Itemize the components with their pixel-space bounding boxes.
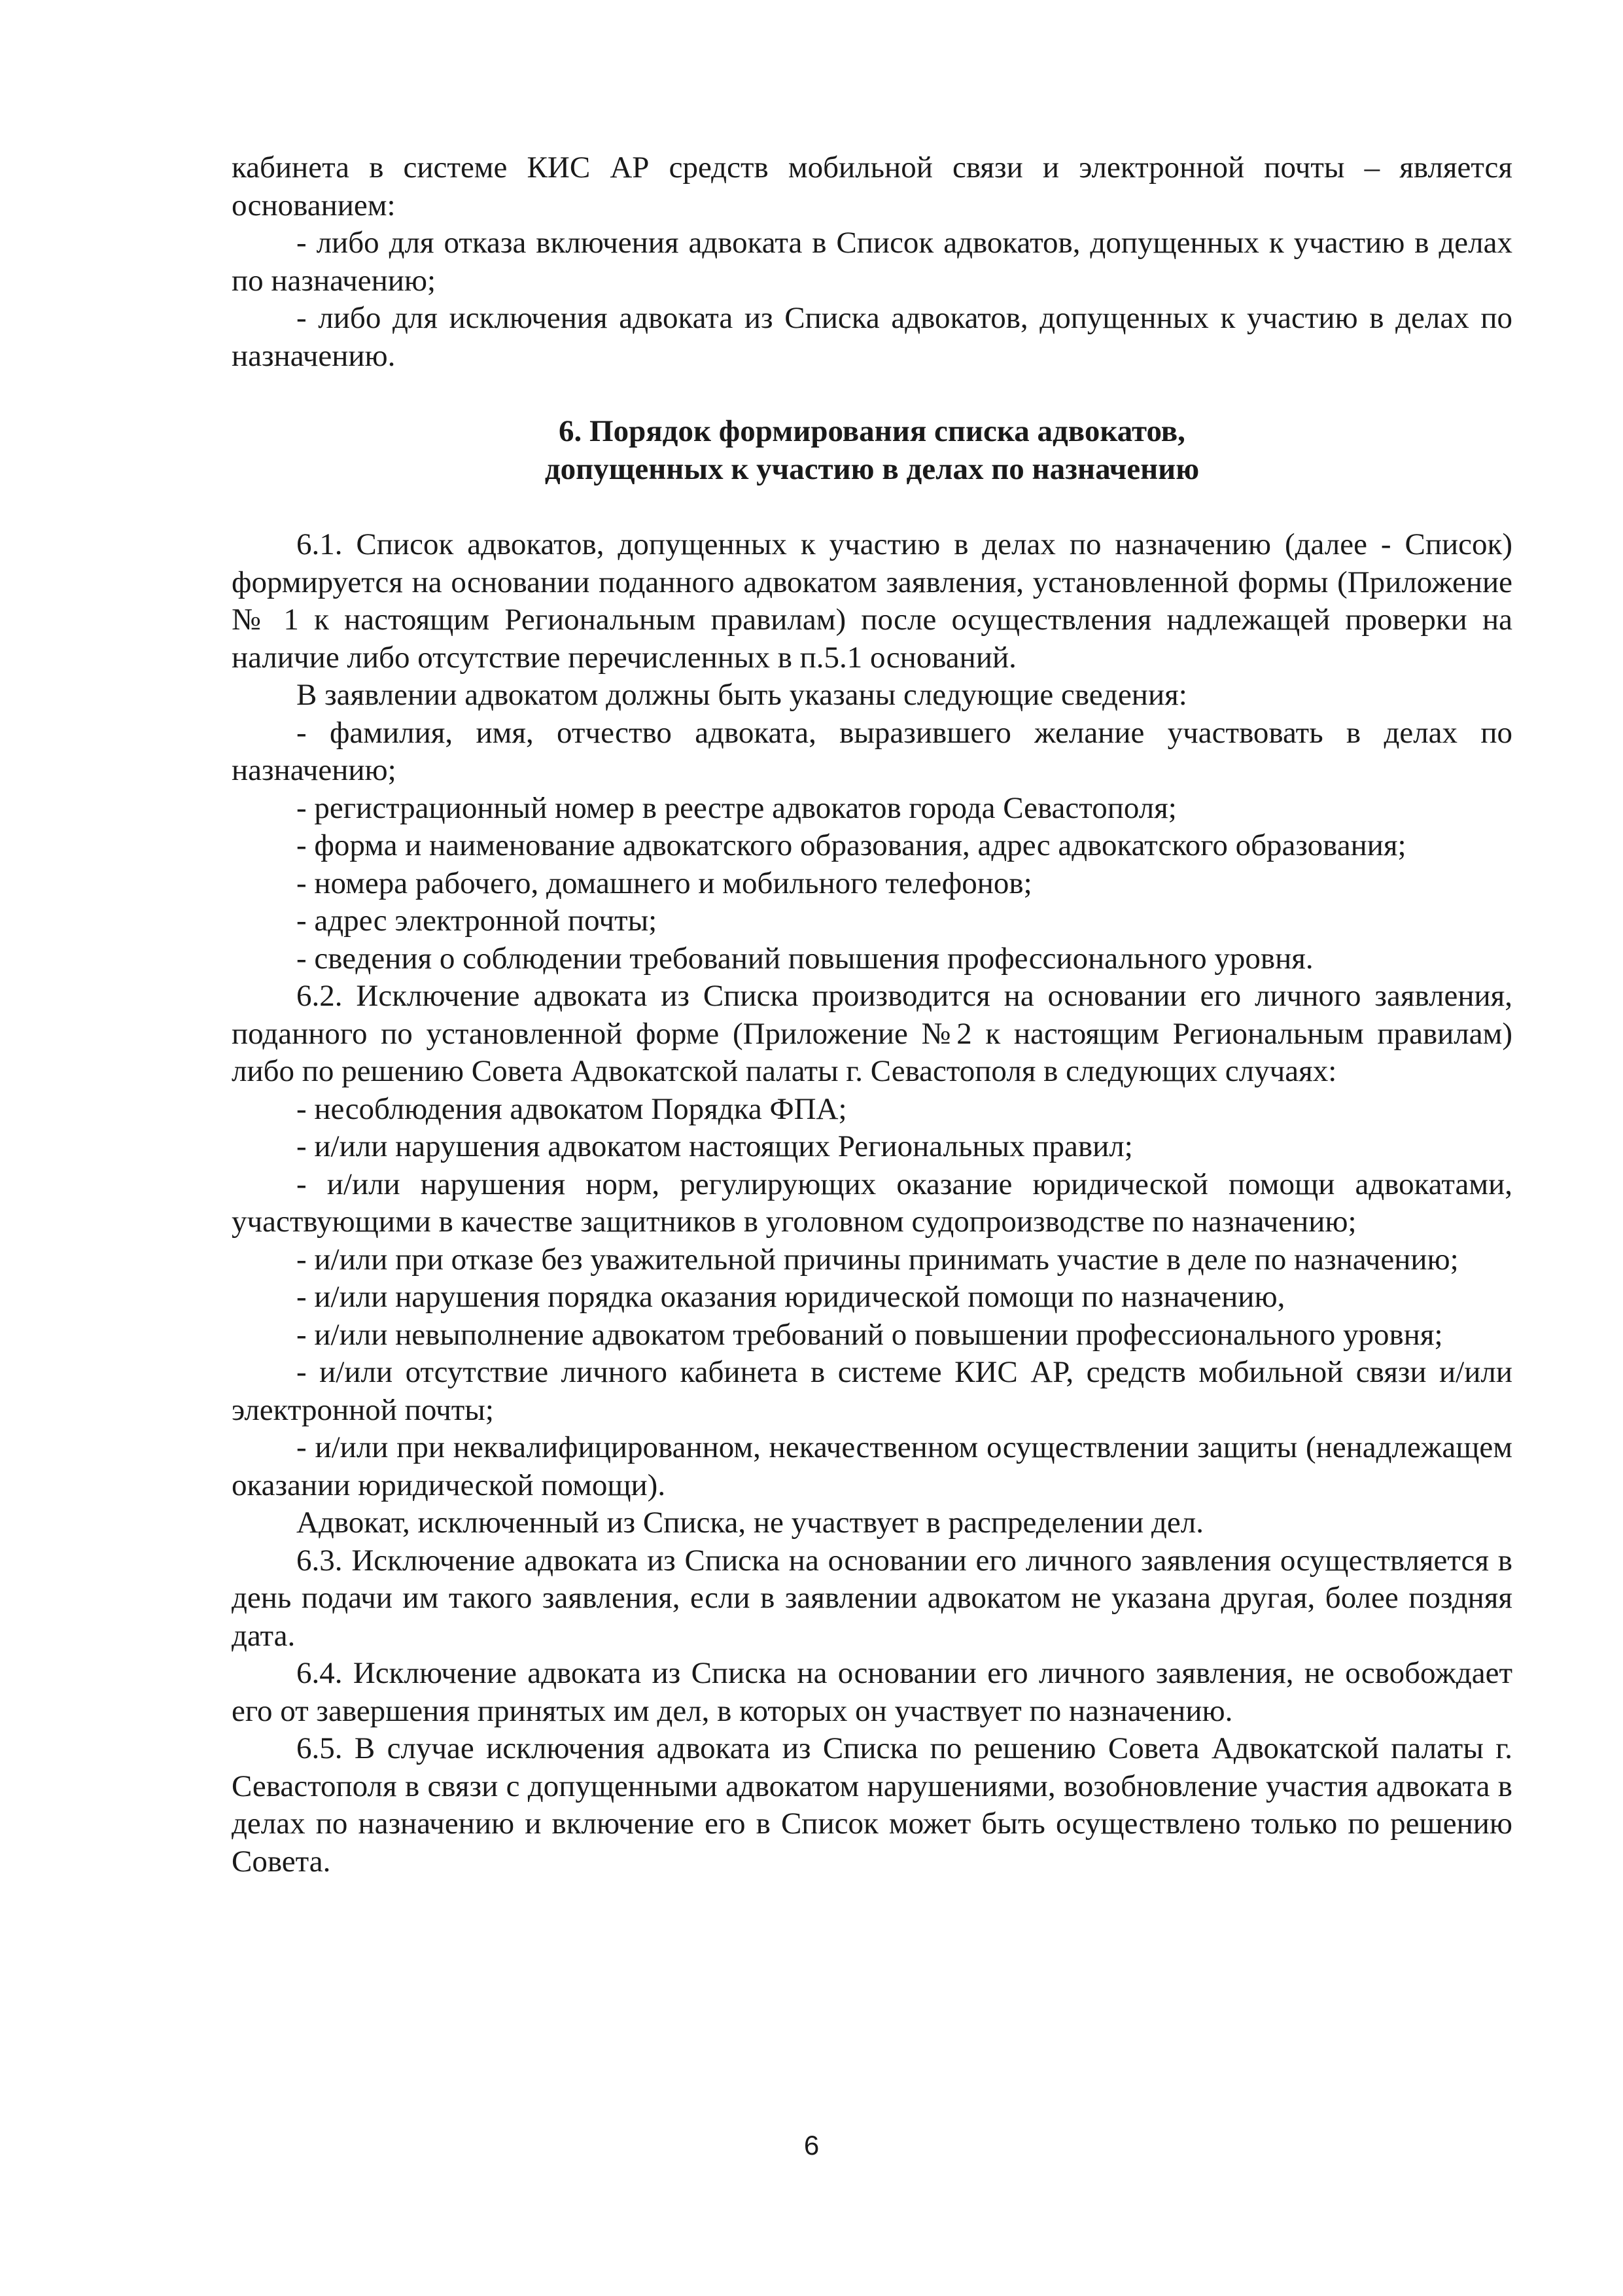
paragraph: - и/или нарушения адвокатом настоящих Региональных правил; bbox=[296, 1129, 1133, 1163]
paragraph: 6.4. Исключение адвоката из Списка на основании его личного заявления, не освобождает его от завершения принятых им дел, в которых он участвует по назначению. bbox=[232, 1656, 1512, 1728]
paragraphs-after-heading bbox=[232, 526, 1512, 1881]
paragraph: 6.5. В случае исключения адвоката из Списка по решению Совета Адвокатской палаты г. Севастополя в связи с допущенными адвокатом нарушениями, возобновление участия адвоката в делах по назначению и включение его в Список может быть осуществлено только по решению Совета. bbox=[232, 1731, 1512, 1879]
paragraph: - регистрационный номер в реестре адвокатов города Севастополя; bbox=[296, 790, 1177, 825]
paragraph: - либо для отказа включения адвоката в Список адвокатов, допущенных к участию в делах по назначению; bbox=[232, 226, 1512, 298]
paragraph: - форма и наименование адвокатского образования, адрес адвокатского образования; bbox=[296, 828, 1406, 862]
paragraph: В заявлении адвокатом должны быть указаны следующие сведения: bbox=[296, 678, 1187, 712]
paragraph: - и/или при отказе без уважительной причины принимать участие в деле по назначению; bbox=[296, 1242, 1459, 1277]
paragraph: 6.2. Исключение адвоката из Списка производится на основании его личного заявления, поданного по установленной форме (Приложение №2 к настоящим Региональным правилам) либо по решению Совета Адвокатской палаты г. Севастополя в следующих случаях: bbox=[232, 979, 1512, 1088]
paragraph: кабинета в системе КИС АР средств мобильной связи и электронной почты – является основанием: bbox=[232, 150, 1512, 222]
paragraph: - и/или нарушения порядка оказания юридической помощи по назначению, bbox=[296, 1280, 1285, 1314]
section-heading-line-1: 6. Порядок формирования списка адвокатов, bbox=[559, 414, 1185, 448]
paragraph: - либо для исключения адвоката из Списка адвокатов, допущенных к участию в делах по назначению. bbox=[232, 301, 1512, 373]
paragraph: - несоблюдения адвокатом Порядка ФПА; bbox=[296, 1091, 847, 1126]
paragraph: Адвокат, исключенный из Списка, не участвует в распределении дел. bbox=[296, 1506, 1204, 1540]
paragraphs-before-heading bbox=[232, 149, 1512, 375]
paragraph: - фамилия, имя, отчество адвоката, выразившего желание участвовать в делах по назначению; bbox=[232, 715, 1512, 787]
paragraph: 6.3. Исключение адвоката из Списка на основании его личного заявления осуществляется в день подачи им такого заявления, если в заявлении адвокатом не указана другая, более поздняя дата. bbox=[232, 1543, 1512, 1653]
paragraph: - и/или при неквалифицированном, некачественном осуществлении защиты (ненадлежащем оказании юридической помощи). bbox=[232, 1430, 1512, 1502]
paragraph: 6.1. Список адвокатов, допущенных к участию в делах по назначению (далее - Список) формируется на основании поданного адвокатом заявления, установленной формы (Приложение № 1 к настоящим Региональным правилам) после осуществления надлежащей проверки на наличие либо отсутствие перечисленных в п.5.1 оснований. bbox=[232, 527, 1512, 675]
paragraph: - и/или нарушения норм, регулирующих оказание юридической помощи адвокатами, участвующими в качестве защитников в уголовном судопроизводстве по назначению; bbox=[232, 1167, 1512, 1239]
paragraph: - и/или невыполнение адвокатом требований о повышении профессионального уровня; bbox=[296, 1317, 1443, 1352]
paragraph: - адрес электронной почты; bbox=[296, 904, 657, 938]
paragraph: - номера рабочего, домашнего и мобильного телефонов; bbox=[296, 866, 1032, 900]
paragraph: - сведения о соблюдении требований повышения профессионального уровня. bbox=[296, 941, 1314, 976]
page-number: 6 bbox=[803, 2130, 820, 2161]
page-body bbox=[232, 149, 1512, 1881]
section-heading-line-2: допущенных к участию в делах по назначению bbox=[544, 451, 1200, 486]
section-heading bbox=[232, 413, 1512, 488]
paragraph: - и/или отсутствие личного кабинета в системе КИС АР, средств мобильной связи и/или электронной почты; bbox=[232, 1355, 1512, 1427]
